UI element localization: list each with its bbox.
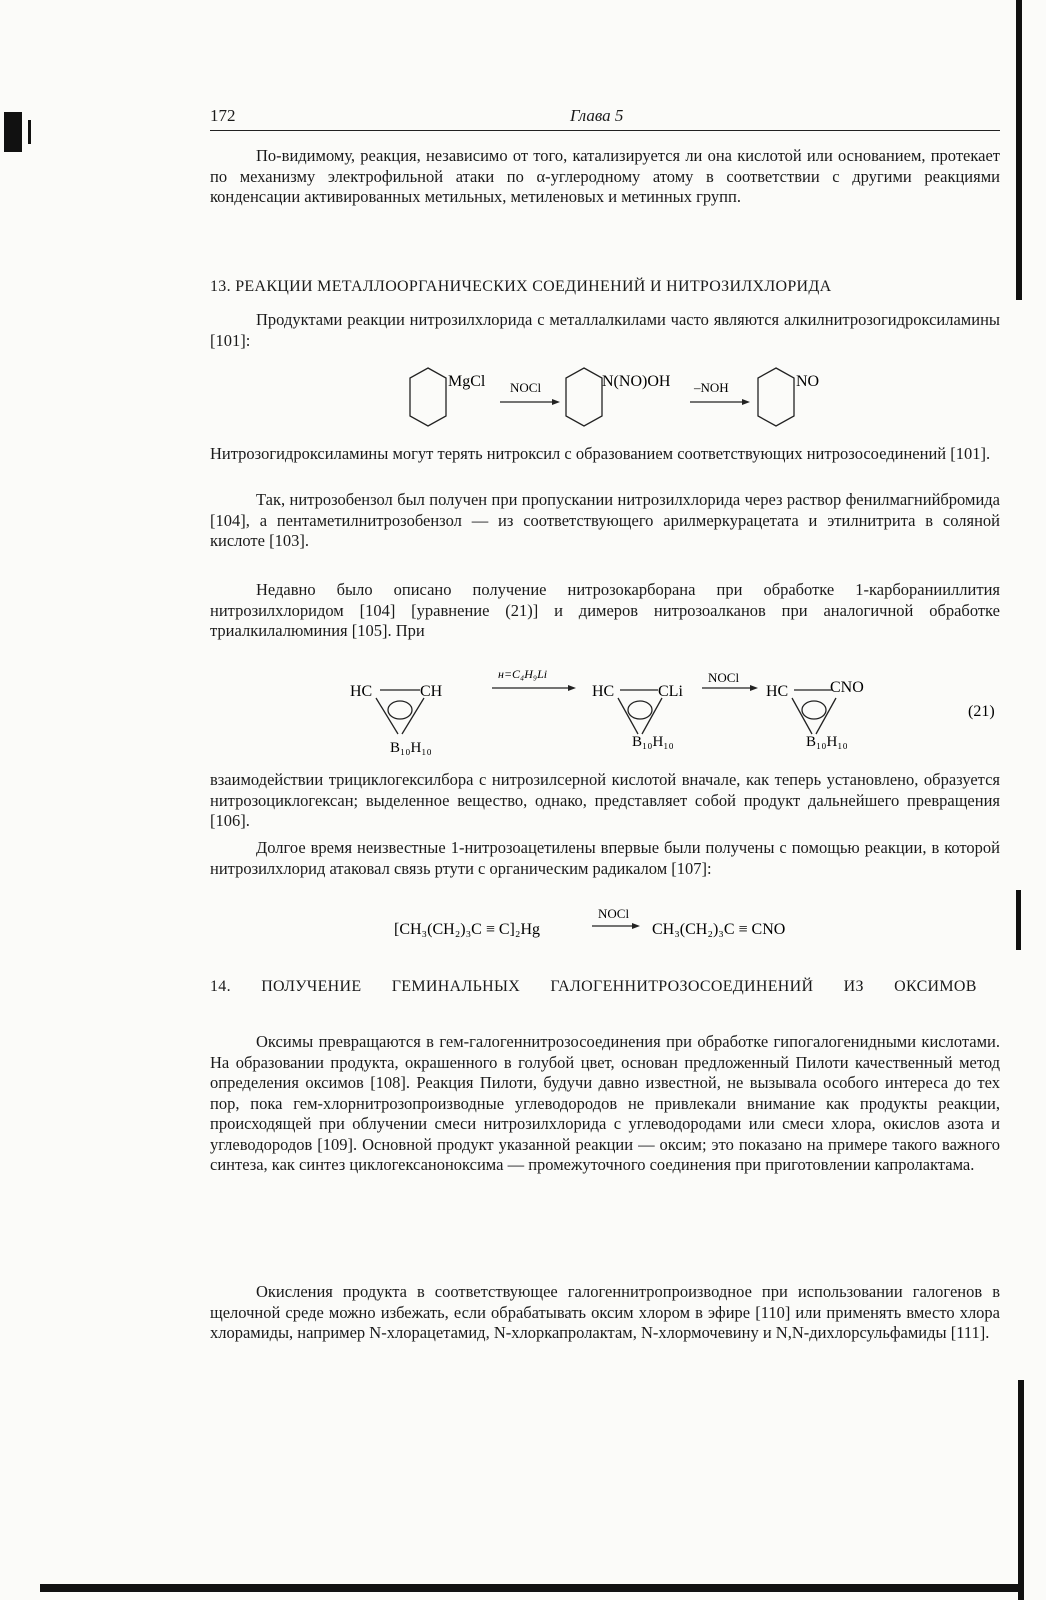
scheme2-reagent-2: NOCl [708, 670, 740, 685]
scheme2-left-hc: HC [350, 683, 373, 700]
scan-edge-bottom [40, 1584, 1020, 1592]
equation-right-side: CH₃(CH₂)₃C ≡ CNO [652, 921, 786, 938]
paragraph-2: Продуктами реакции нитрозилхлорида с металлалкилами часто являются алкилнитрозогидроксиламины [101]: [210, 310, 1000, 350]
paragraph-6-block [210, 770, 1000, 832]
paragraph-3-block [210, 444, 1000, 465]
scheme2-arrowhead-2 [750, 685, 758, 691]
paragraph-5: Недавно было описано получение нитрозокарборана при обработке 1-карборанииллития нитрозилхлоридом [104] [уравнение (21)] и димеров нитрозоалканов при аналогичной обработке триалкилалюминия [105]. При [210, 580, 1000, 640]
scheme1-reagent-2: –NOH [694, 380, 729, 395]
hexagon-ring-2 [566, 368, 602, 426]
scheme1-substituent-2: N(NO)OH [602, 373, 671, 390]
equation-number-21: (21) [968, 703, 995, 720]
paragraph-2-block [210, 310, 1000, 351]
paragraph-8: Оксимы превращаются в гем-галогеннитрозосоединения при обработке гипогалогенидными кислотами. На образовании продукта, окрашенного в голубой цвет, основан предложенный Пилоти качественный метод определения оксимов [108]. Реакция Пилоти, будучи давно известной, не вызывала особого интереса до тех пор, пока гем-хлорнитрозопроизводные углеводородов не привлекали внимание как продукты реакции, происходящей при облучении смеси нитрозилхлорида с углеводородами или смеси хлора, окислов азота и углеводородов [109]. Основной продукт указанной реакции — оксим; это показано на примере такого важного синтеза, как синтез циклогексаноноксима — промежуточного соединения при приготовлении капролактама. [210, 1032, 1000, 1174]
scan-edge-right [1016, 0, 1022, 300]
scheme2-reagent-1: н=C₄H₉Li [498, 667, 548, 681]
hexagon-ring-1 [410, 368, 446, 426]
hexagon-ring-3 [758, 368, 794, 426]
reaction-scheme-2 [340, 662, 1010, 758]
paragraph-3: Нитрозогидроксиламины могут терять нитроксил с образованием соответствующих нитрозосоединений [101]. [210, 444, 991, 463]
scheme2-left-ch: CH [420, 683, 443, 700]
scheme2-mid-cli: CLi [658, 683, 683, 700]
section-13-block [210, 276, 1000, 297]
scheme2-arrowhead-1 [568, 685, 576, 691]
running-header [210, 104, 1000, 131]
section-13-heading: 13. РЕАКЦИИ МЕТАЛЛООРГАНИЧЕСКИХ СОЕДИНЕНИЙ И НИТРОЗИЛХЛОРИДА [210, 278, 832, 295]
reaction-scheme-1 [400, 360, 840, 440]
paragraph-9-block [210, 1282, 1000, 1344]
paragraph-7: Долгое время неизвестные 1-нитрозоацетилены впервые были получены с помощью реакции, в которой нитрозилхлорид атаковал связь ртути с органическим радикалом [107]: [210, 838, 1000, 878]
paragraph-9: Окисления продукта в соответствующее галогеннитропроизводное при использовании галогенов в щелочной среде можно избежать, если обрабатывать оксим хлором в эфире [110] или применять вместо хлора хлорамиды, например N-хлорацетамид, N-хлоркапролактам, N-хлормочевину и N,N-дихлорсульфамиды [111]. [210, 1282, 1000, 1342]
scheme2-left-boron: B₁₀H₁₀ [390, 740, 432, 756]
scan-edge-left [4, 112, 22, 152]
paragraph-1-block [210, 146, 1000, 208]
carborane-cage-left [376, 690, 424, 734]
page-number: 172 [210, 106, 236, 125]
equation-reagent: NOCl [598, 906, 630, 921]
scan-edge-right-low [1018, 1380, 1024, 1600]
paragraph-8-block [210, 1032, 1000, 1176]
scheme1-substituent-3: NO [796, 373, 820, 390]
chapter-title: Глава 5 [570, 106, 624, 125]
paragraph-6: взаимодействии трициклогексилбора с нитрозилсерной кислотой вначале, как теперь установлено, образуется нитрозоциклогексан; выделенное вещество, однако, представляет собой продукт дальнейшего превращения [106]. [210, 770, 1000, 830]
scheme2-right-cno: CNO [830, 679, 864, 696]
scheme1-reagent-1: NOCl [510, 380, 542, 395]
equation-left-side: [CH₃(CH₂)₃C ≡ C]₂Hg [394, 921, 540, 938]
paragraph-4: Так, нитрозобензол был получен при пропускании нитрозилхлорида через раствор фенилмагнийбромида [104], а пентаметилнитрозобензол — из соответствующего арилмеркурацетата и этилнитрита в соляной кислоте [103]. [210, 490, 1000, 550]
paragraph-7-block [210, 838, 1000, 879]
scheme2-right-boron: B₁₀H₁₀ [806, 734, 848, 750]
scheme1-arrowhead-2 [742, 399, 750, 405]
carborane-cage-middle [618, 690, 662, 734]
paragraph-4-block [210, 490, 1000, 552]
mercury-equation [380, 902, 860, 942]
paragraph-5-block [210, 580, 1000, 642]
paragraph-1: По-видимому, реакция, независимо от того, катализируется ли она кислотой или основанием, протекает по механизму электрофильной атаки по α-углеродному атому в соответствии с другими реакциями конденсации активированных метильных, метиленовых и метинных групп. [210, 146, 1000, 206]
scheme2-mid-hc: HC [592, 683, 615, 700]
carborane-cage-right [792, 690, 836, 734]
scan-edge-right-mid [1016, 890, 1021, 950]
section-14-block [210, 976, 1000, 997]
section-14-heading: 14. ПОЛУЧЕНИЕ ГЕМИНАЛЬНЫХ ГАЛОГЕННИТРОЗОСОЕДИНЕНИЙ ИЗ ОКСИМОВ [210, 978, 977, 995]
scan-edge-left-thin [28, 120, 31, 144]
scheme1-arrowhead-1 [552, 399, 560, 405]
equation-arrowhead [632, 923, 640, 929]
scheme2-mid-boron: B₁₀H₁₀ [632, 734, 674, 750]
scheme1-substituent-1: MgCl [448, 373, 486, 390]
scheme2-right-hc: HC [766, 683, 789, 700]
